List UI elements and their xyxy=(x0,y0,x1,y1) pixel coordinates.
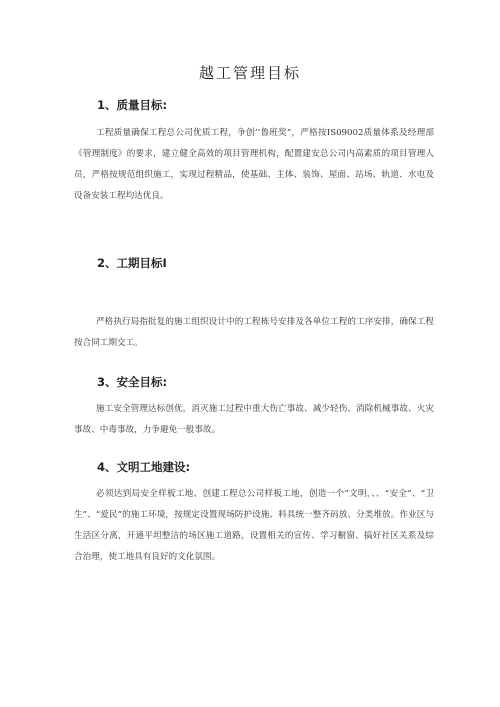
section-heading-civilized-site: 4、文明工地建设: xyxy=(97,460,191,474)
section-body-quality: 工程质量确保工程总公司优质工程，争创’’鲁班奖”，严格按IS09002质量体系及经理部《管理制度》的要求，建立健全高效的项目管理机构，配置建安总公司内高素质的项目管理人员，严格按规范组织施工，实现过程精品，使基础、主体、装饰、屋面、站场、轨道、水电及设备安装工程均达优良。 xyxy=(74,128,434,201)
section-body-schedule: 严格执行局指批复的施工组织设计中的工程栋号安排及各单位工程的工序安排，确保工程按合同工期交工。 xyxy=(74,317,434,348)
section-body-safety: 施工安全管理达标创优，消灭施工过程中重大伤亡事故、减少轻伤、消除机械事故、火灾事故、中毒事故，力争避免一般事故。 xyxy=(74,404,434,435)
section-heading-safety: 3、安全目标: xyxy=(97,375,168,389)
section-heading-schedule: 2、工期目标I xyxy=(97,256,167,270)
section-heading-quality: 1、质量目标: xyxy=(97,98,168,112)
section-body-civilized-site: 必须达到局安全样板工地、创建工程总公司样板工地，创造一个“文明，、、“安全”、“卫生”、“爱民”的施工环境，按规定设置现场防护设施、料具统一整齐码放、分类堆放。作业区与生活区分离，开通平坦整洁的场区施工道路，设置相关的宣传、学习橱窗、搞好社区关系及综合治理，使工地具有良好的文化氛围。 xyxy=(74,489,434,562)
document-title: 越工管理目标 xyxy=(198,64,301,82)
